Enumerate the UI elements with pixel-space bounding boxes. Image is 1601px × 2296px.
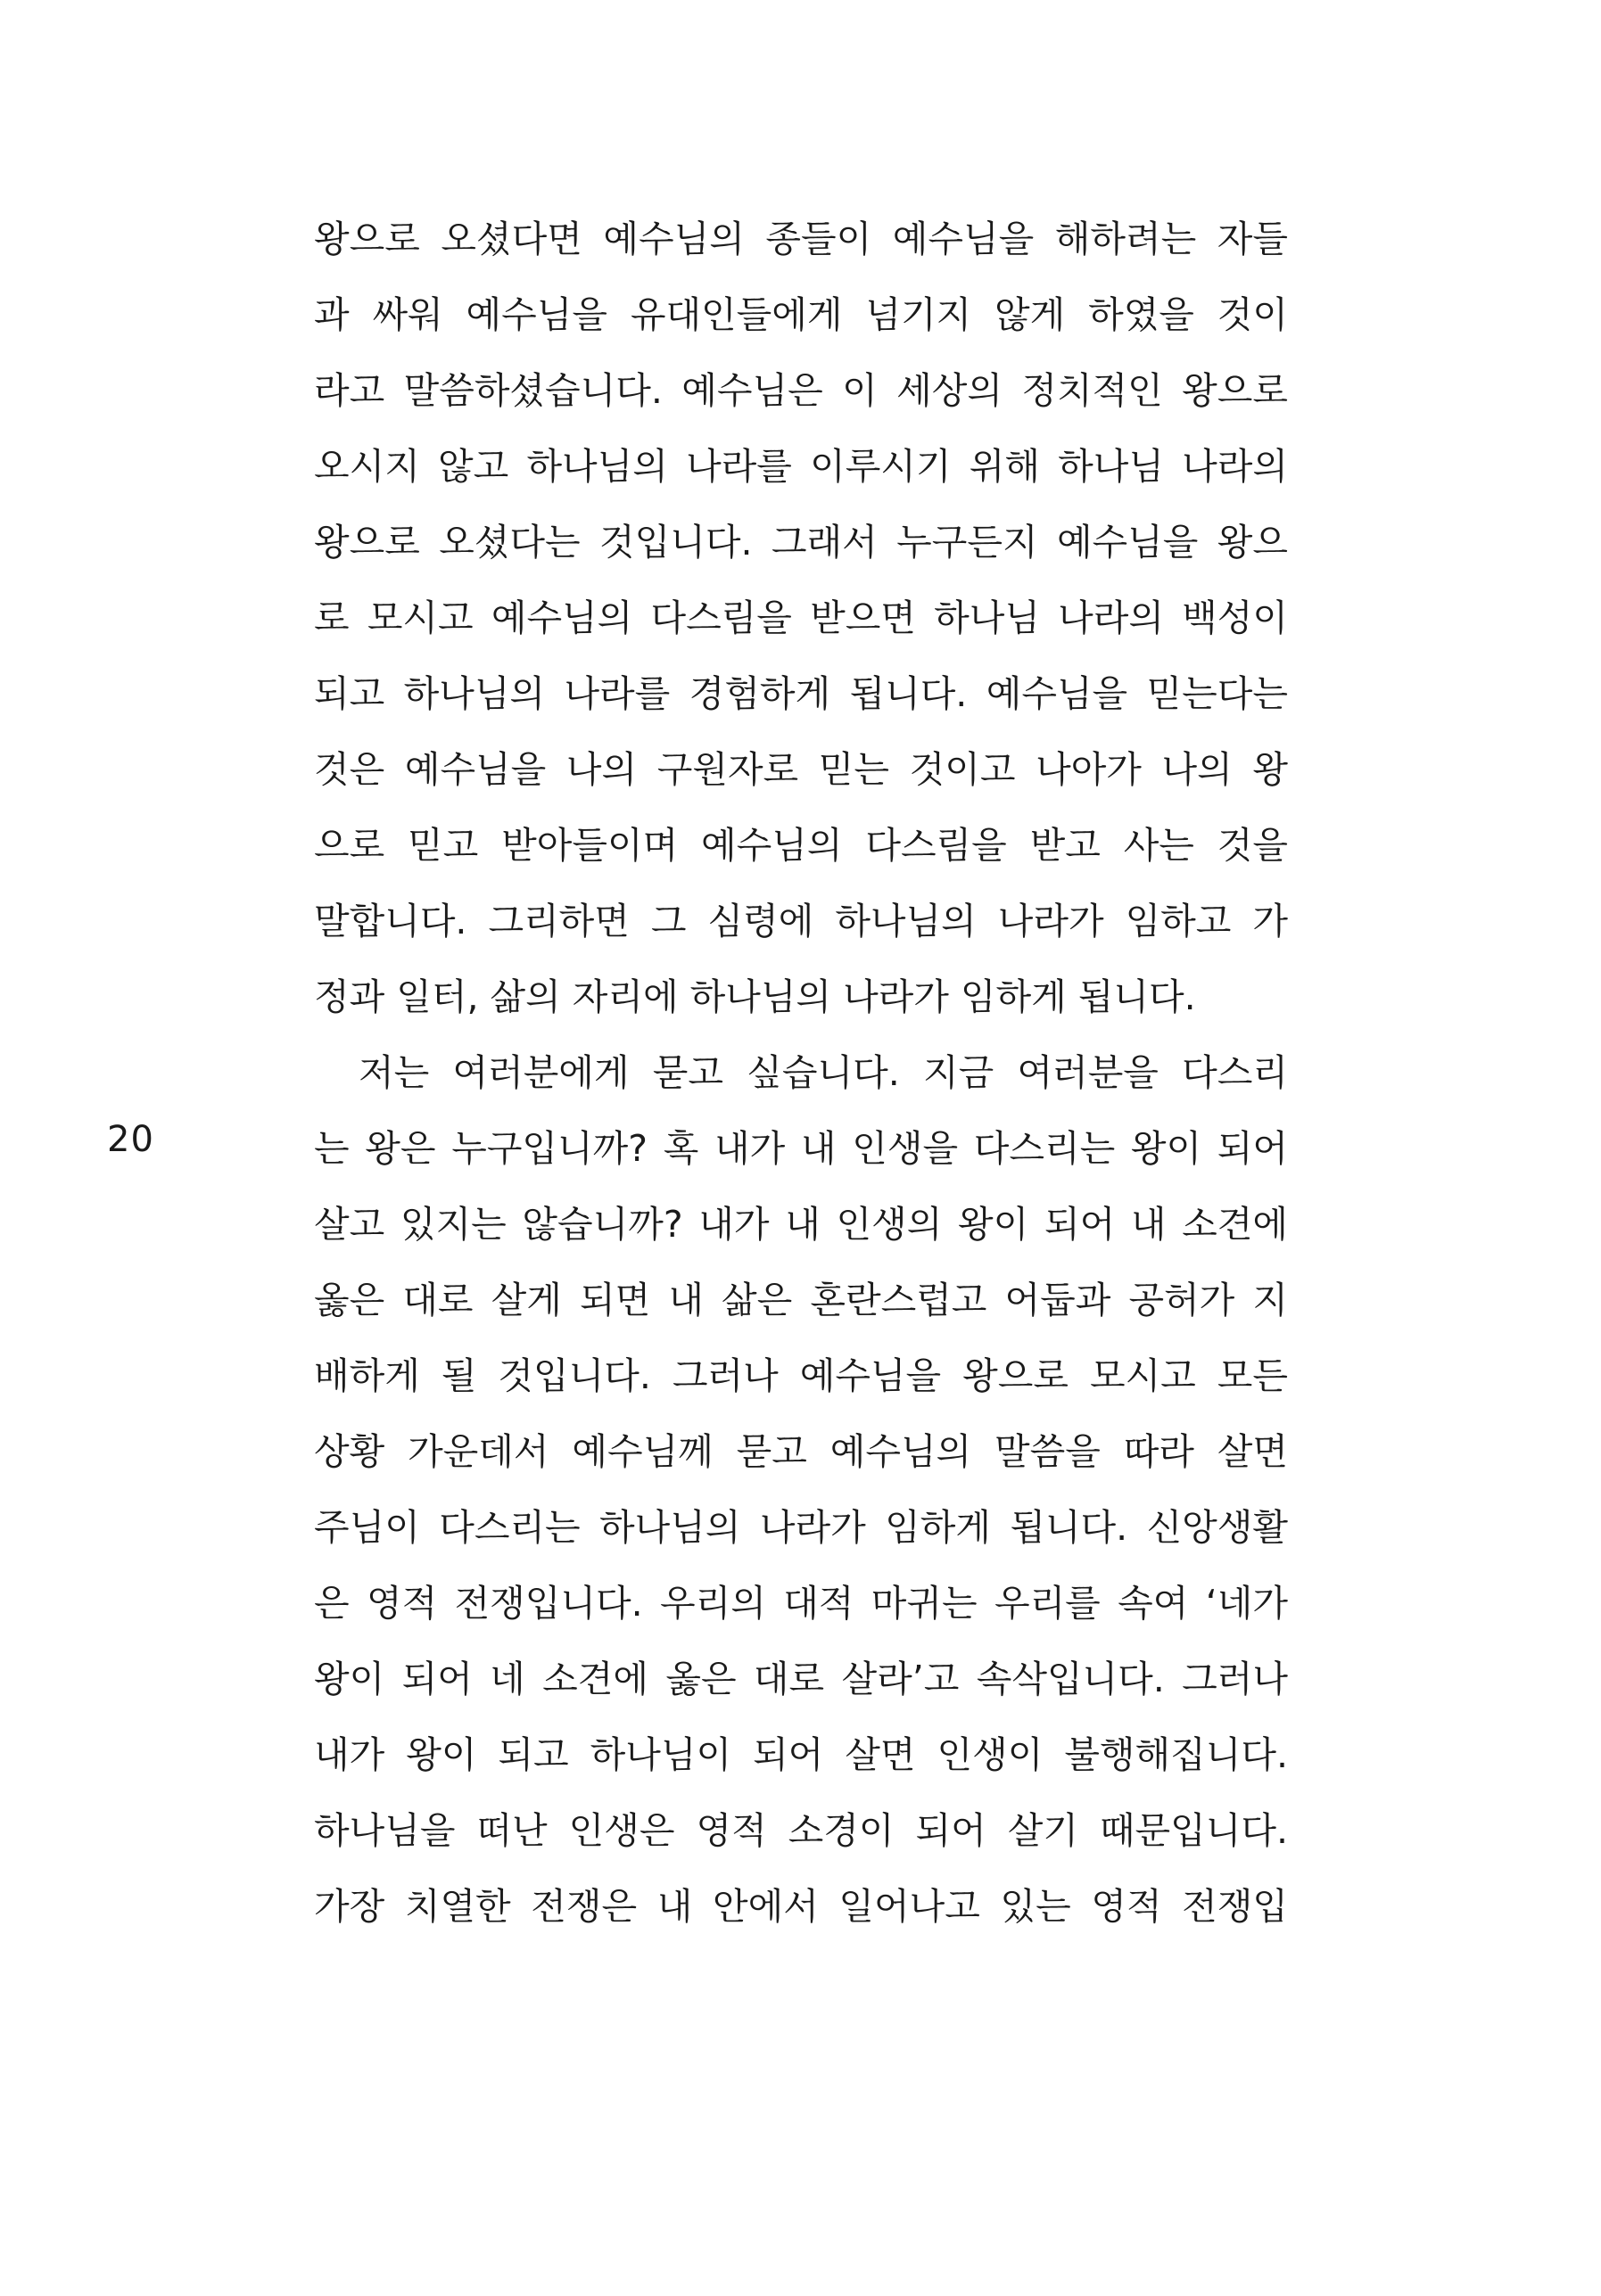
text-line: 왕으로 오셨다면 예수님의 종들이 예수님을 해하려는 자들 [314, 218, 1288, 260]
text-line: 정과 일터, 삶의 자리에 하나님의 나라가 임하게 됩니다. [314, 975, 1196, 1018]
text-line: 으로 믿고 받아들이며 예수님의 다스림을 받고 사는 것을 [314, 824, 1288, 867]
text-line: 상황 가운데서 예수님께 묻고 예수님의 말씀을 따라 살면 [314, 1430, 1288, 1473]
text-line: 주님이 다스리는 하나님의 나라가 임하게 됩니다. 신앙생활 [314, 1506, 1288, 1549]
page-number: 20 [107, 1119, 154, 1160]
text-line: 하나님을 떠난 인생은 영적 소경이 되어 살기 때문입니다. [314, 1809, 1288, 1852]
text-line: 배하게 될 것입니다. 그러나 예수님을 왕으로 모시고 모든 [314, 1354, 1288, 1397]
text-line: 것은 예수님을 나의 구원자로 믿는 것이고 나아가 나의 왕 [314, 748, 1288, 791]
text-line: 왕이 되어 네 소견에 옳은 대로 살라’고 속삭입니다. 그러나 [314, 1658, 1288, 1700]
text-line: 살고 있지는 않습니까? 내가 내 인생의 왕이 되어 내 소견에 [314, 1203, 1288, 1246]
paragraph-first-line: 저는 여러분에게 묻고 싶습니다. 지금 여러분을 다스리 [359, 1051, 1288, 1094]
text-line: 은 영적 전쟁입니다. 우리의 대적 마귀는 우리를 속여 ‘네가 [314, 1582, 1288, 1625]
text-line: 가장 치열한 전쟁은 내 안에서 일어나고 있는 영적 전쟁입 [314, 1885, 1288, 1928]
text-line: 라고 말씀하셨습니다. 예수님은 이 세상의 정치적인 왕으로 [314, 369, 1288, 412]
text-line: 내가 왕이 되고 하나님이 되어 살면 인생이 불행해집니다. [314, 1733, 1288, 1776]
body-text [314, 212, 1288, 1955]
text-line: 과 싸워 예수님을 유대인들에게 넘기지 않게 하였을 것이 [314, 293, 1288, 336]
text-line: 옳은 대로 살게 되면 내 삶은 혼란스럽고 어둡과 공허가 지 [314, 1279, 1288, 1321]
text-line: 로 모시고 예수님의 다스림을 받으면 하나님 나라의 백성이 [314, 597, 1288, 639]
text-line: 왕으로 오셨다는 것입니다. 그래서 누구든지 예수님을 왕으 [314, 521, 1288, 564]
text-line: 말합니다. 그리하면 그 심령에 하나님의 나라가 임하고 가 [314, 900, 1288, 942]
text-line: 는 왕은 누구입니까? 혹 내가 내 인생을 다스리는 왕이 되어 [314, 1127, 1288, 1170]
text-line: 오시지 않고 하나님의 나라를 이루시기 위해 하나님 나라의 [314, 445, 1288, 488]
text-line: 되고 하나님의 나라를 경험하게 됩니다. 예수님을 믿는다는 [314, 672, 1288, 715]
